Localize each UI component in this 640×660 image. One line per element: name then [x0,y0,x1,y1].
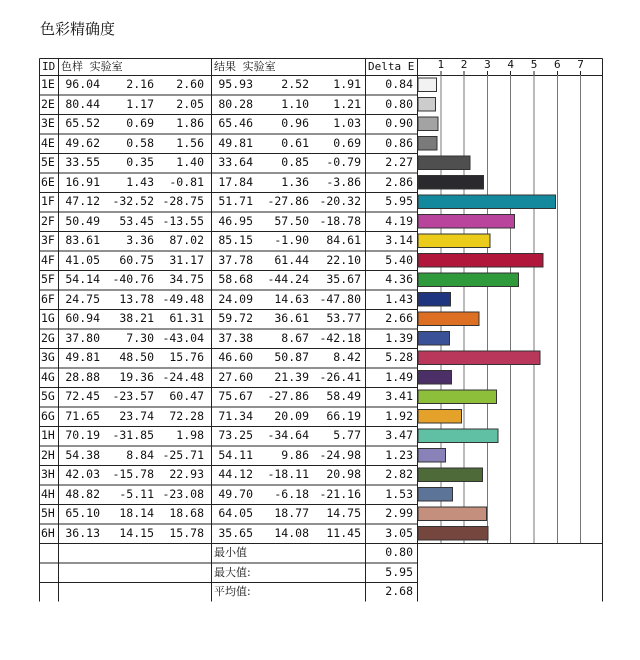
bar-3G [418,351,540,365]
row-id: 5F [41,272,55,286]
row-id: 1H [41,428,55,442]
result-value: 1.21 [333,96,361,111]
delta-e-value: 3.14 [385,233,413,247]
bar-3H [418,468,483,482]
reference-value: 13.78 [119,291,154,306]
result-value: 0.96 [281,116,309,130]
result-value: 51.71 [218,194,253,208]
result-value: 50.87 [274,350,309,364]
result-value: 58.68 [218,272,253,286]
reference-value: -23.08 [162,486,204,501]
reference-value: 31.17 [169,252,204,267]
bar-1F [418,195,556,209]
reference-value: 3.36 [126,233,154,247]
row-id: 2G [41,330,55,345]
result-value: 20.98 [326,467,361,481]
reference-value: 33.55 [65,155,100,169]
reference-value: 18.68 [169,506,204,520]
result-value: 2.52 [281,77,309,91]
reference-value: 53.45 [119,213,154,228]
summary-label: 最大值: [214,565,251,579]
result-value: 20.09 [274,408,309,423]
reference-value: 1.98 [176,428,204,442]
reference-value: -49.48 [162,291,204,306]
bar-6H [418,527,488,541]
result-value: 14.75 [326,506,361,520]
row-id: 3G [41,350,55,364]
row-id: 1G [41,311,55,325]
result-value: 24.09 [218,291,253,306]
reference-value: 49.62 [65,135,100,150]
summary-label: 平均值: [214,585,251,598]
delta-e-value: 2.66 [385,311,413,325]
reference-value: 1.40 [176,155,204,169]
result-value: -47.80 [319,291,361,306]
header-delta-e: Delta E [368,60,415,73]
reference-value: -13.55 [162,213,204,228]
result-value: 84.61 [326,233,361,247]
row-id: 5H [41,506,55,520]
result-value: 11.45 [326,525,361,540]
result-value: 27.60 [218,369,253,384]
row-id: 6F [41,291,55,306]
delta-e-value: 1.43 [385,291,413,306]
reference-value: 96.04 [65,77,100,91]
reference-value: 15.78 [169,525,204,540]
reference-value: 2.16 [126,77,154,91]
bar-1H [418,429,498,443]
x-tick-label: 2 [460,58,468,71]
reference-value: -31.85 [112,428,154,442]
row-id: 4G [41,369,55,384]
row-id: 3F [41,233,55,247]
bar-6E [418,176,484,190]
bar-1G [418,312,479,326]
reference-value: 1.43 [126,174,154,189]
row-id: 1E [41,77,55,91]
reference-value: -0.81 [169,174,204,189]
reference-value: 70.19 [65,428,100,442]
reference-value: 22.93 [169,467,204,481]
delta-e-value: 0.86 [385,135,413,150]
result-value: 37.78 [218,252,253,267]
delta-e-value: 2.99 [385,506,413,520]
result-value: 8.67 [281,330,309,345]
delta-e-value: 1.49 [385,369,413,384]
result-value: 1.10 [281,96,309,111]
reference-value: 28.88 [65,369,100,384]
reference-value: 0.69 [126,116,154,130]
reference-value: 72.45 [65,389,100,403]
reference-value: 1.56 [176,135,204,150]
bar-2H [418,449,446,463]
reference-value: 41.05 [65,252,100,267]
bar-3F [418,234,490,248]
x-tick-label: 1 [437,58,445,71]
delta-e-value: 4.19 [385,213,413,228]
bar-6G [418,410,462,424]
reference-value: -23.57 [112,389,154,403]
summary-value: 2.68 [385,584,413,598]
result-value: -18.78 [319,213,361,228]
summary-value: 0.80 [385,545,413,559]
reference-value: 50.49 [65,213,100,228]
delta-e-value: 5.28 [385,350,413,364]
result-value: -1.90 [274,233,309,247]
reference-value: 2.05 [176,96,204,111]
delta-e-value: 0.90 [385,116,413,130]
reference-value: -40.76 [112,272,154,286]
result-value: -6.18 [274,486,309,501]
result-value: -27.86 [267,194,309,208]
bar-4G [418,371,452,385]
result-value: 54.11 [218,447,253,462]
reference-value: -32.52 [112,194,154,208]
result-value: 71.34 [218,408,253,423]
row-id: 3E [41,116,55,130]
header-reference-lab: 色样 实验室 [61,60,123,73]
delta-e-value: 3.05 [385,525,413,540]
reference-value: 24.75 [65,291,100,306]
result-value: 49.81 [218,135,253,150]
summary-value: 5.95 [385,564,413,579]
result-value: 53.77 [326,311,361,325]
result-value: 59.72 [218,311,253,325]
delta-e-value: 5.95 [385,194,413,208]
reference-value: 2.60 [176,77,204,91]
x-tick-label: 7 [577,58,584,71]
result-value: 8.42 [333,350,361,364]
row-id: 6G [41,408,55,423]
reference-value: 60.94 [65,311,100,325]
result-value: -21.16 [319,486,361,501]
result-value: -20.32 [319,194,361,208]
delta-e-value: 2.82 [385,467,413,481]
result-value: 0.61 [281,135,309,150]
delta-e-value: 1.53 [385,486,413,501]
result-value: 58.49 [326,389,361,403]
x-tick-label: 3 [484,58,491,71]
row-id: 6H [41,525,55,540]
result-value: 14.63 [274,291,309,306]
result-value: 75.67 [218,389,253,403]
result-value: -0.79 [326,155,361,169]
result-value: 80.28 [218,96,253,111]
delta-e-value: 2.27 [385,155,413,169]
result-value: 5.77 [333,428,361,442]
result-value: 95.93 [218,77,253,91]
summary-label: 最小值 [214,546,247,559]
result-value: 14.08 [274,525,309,540]
result-value: 17.84 [218,174,253,189]
delta-e-value: 1.92 [385,408,413,423]
result-value: 44.12 [218,467,253,481]
reference-value: 42.03 [65,467,100,481]
reference-value: -28.75 [162,194,204,208]
delta-e-value: 0.80 [385,96,413,111]
result-value: -3.86 [326,174,361,189]
reference-value: -43.04 [162,330,204,345]
x-tick-label: 4 [507,58,514,71]
bar-5E [418,156,470,170]
result-value: 35.67 [326,272,361,286]
header-id: ID [42,60,56,73]
delta-e-value: 3.47 [385,428,413,442]
reference-value: 14.15 [119,525,154,540]
reference-value: -24.48 [162,369,204,384]
header-result-lab: 结果 实验室 [214,60,276,73]
reference-value: 54.14 [65,272,100,286]
result-value: 1.03 [333,116,361,130]
row-id: 2E [41,96,55,111]
result-value: 57.50 [274,213,309,228]
reference-value: 15.76 [169,350,204,364]
color-accuracy-table [39,58,603,626]
reference-value: 60.75 [119,252,154,267]
reference-value: 54.38 [65,447,100,462]
bar-4H [418,488,453,502]
result-value: 33.64 [218,155,253,169]
result-value: 49.70 [218,486,253,501]
reference-value: 19.36 [119,369,154,384]
result-value: -26.41 [319,369,361,384]
row-id: 4F [41,252,55,267]
result-value: 46.95 [218,213,253,228]
result-value: 66.19 [326,408,361,423]
result-value: 1.91 [333,77,361,91]
result-value: -27.86 [267,389,309,403]
result-value: 36.61 [274,311,309,325]
reference-value: 61.31 [169,311,204,325]
reference-value: 60.47 [169,389,204,403]
result-value: 35.65 [218,525,253,540]
result-value: 0.69 [333,135,361,150]
reference-value: 16.91 [65,174,100,189]
result-value: -24.98 [319,447,361,462]
reference-value: 0.58 [126,135,154,150]
reference-value: 1.17 [126,96,154,111]
reference-value: 65.10 [65,506,100,520]
row-id: 3H [41,467,55,481]
reference-value: 65.52 [65,116,100,130]
bar-4E [418,137,437,151]
reference-value: 47.12 [65,194,100,208]
bar-3E [418,117,438,131]
delta-e-value: 3.41 [385,389,413,403]
result-value: 37.38 [218,330,253,345]
reference-value: 48.50 [119,350,154,364]
result-value: 61.44 [274,252,309,267]
reference-value: 37.80 [65,330,100,345]
reference-value: 80.44 [65,96,100,111]
reference-value: 38.21 [119,311,154,325]
delta-e-value: 5.40 [385,252,413,267]
delta-e-value: 2.86 [385,174,413,189]
bar-2F [418,215,515,229]
result-value: 0.85 [281,155,309,169]
delta-e-value: 4.36 [385,272,413,286]
reference-value: 34.75 [169,272,204,286]
reference-value: 87.02 [169,233,204,247]
row-id: 2H [41,447,55,462]
result-value: 65.46 [218,116,253,130]
x-tick-label: 5 [530,58,538,71]
delta-e-value: 0.84 [385,77,413,91]
bar-4F [418,254,543,268]
reference-value: 83.61 [65,233,100,247]
result-value: 64.05 [218,506,253,520]
result-value: -42.18 [319,330,361,345]
row-id: 2F [41,213,55,228]
bar-5H [418,507,487,521]
reference-value: 7.30 [126,330,154,345]
result-value: 21.39 [274,369,309,384]
result-value: 46.60 [218,350,253,364]
bar-2G [418,332,449,346]
result-value: 73.25 [218,428,253,442]
reference-value: 72.28 [169,408,204,423]
result-value: 1.36 [281,174,309,189]
result-value: 22.10 [326,252,361,267]
page-title: 色彩精确度 [40,20,116,38]
bar-5G [418,390,496,404]
reference-value: 18.14 [119,506,154,520]
bar-6F [418,293,450,307]
bar-2E [418,98,436,112]
reference-value: 48.82 [65,486,100,501]
result-value: -44.24 [267,272,309,286]
reference-value: 0.35 [126,155,154,169]
row-id: 5G [41,389,55,403]
reference-value: 71.65 [65,408,100,423]
result-value: -18.11 [267,467,309,481]
reference-value: 23.74 [119,408,154,423]
delta-e-value: 1.39 [385,330,413,345]
result-value: 85.15 [218,233,253,247]
bar-5F [418,273,519,287]
row-id: 4H [41,486,55,501]
bar-1E [418,78,437,92]
delta-e-value: 1.23 [385,447,413,462]
row-id: 6E [41,174,55,189]
result-value: 9.86 [281,447,309,462]
result-value: -34.64 [267,428,309,442]
row-id: 4E [41,135,55,150]
reference-value: 36.13 [65,525,100,540]
reference-value: 8.84 [126,447,154,462]
x-tick-label: 6 [553,58,561,71]
reference-value: -5.11 [119,486,154,501]
result-value: 18.77 [274,506,309,520]
reference-value: 49.81 [65,350,100,364]
reference-value: 1.86 [176,116,204,130]
reference-value: -15.78 [112,467,154,481]
row-id: 5E [41,155,55,169]
row-id: 1F [41,194,55,208]
reference-value: -25.71 [162,447,204,462]
